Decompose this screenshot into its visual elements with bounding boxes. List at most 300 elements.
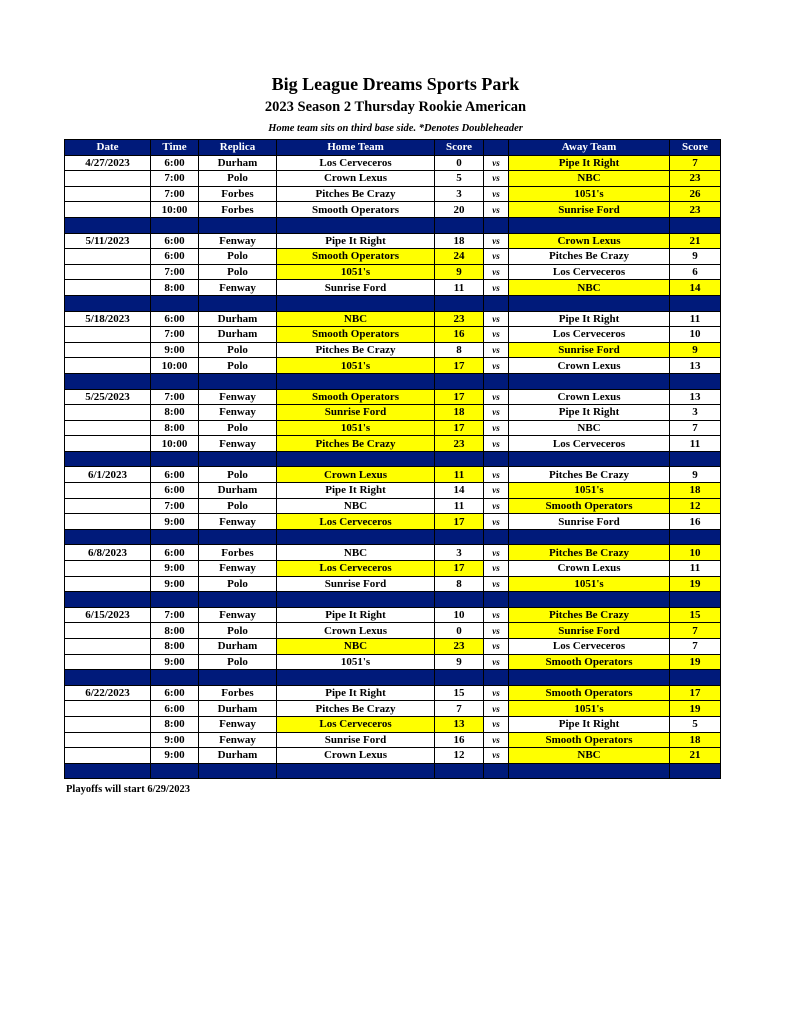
game-time: 8:00	[151, 716, 199, 732]
game-field: Durham	[199, 327, 277, 343]
game-row	[65, 498, 721, 514]
away-score: 19	[670, 701, 721, 717]
game-row	[65, 420, 721, 436]
away-score: 7	[670, 420, 721, 436]
away-score: 11	[670, 311, 721, 327]
game-date: 5/18/2023	[65, 311, 151, 327]
home-team: Pipe It Right	[277, 607, 435, 623]
home-score: 8	[435, 576, 484, 592]
separator-cell	[277, 373, 435, 389]
away-team: Crown Lexus	[509, 358, 670, 374]
home-score: 13	[435, 716, 484, 732]
away-team: Pitches Be Crazy	[509, 545, 670, 561]
separator-cell	[484, 295, 509, 311]
away-team: Crown Lexus	[509, 233, 670, 249]
week-separator	[65, 670, 721, 686]
game-date	[65, 358, 151, 374]
home-team: Crown Lexus	[277, 171, 435, 187]
home-score: 11	[435, 280, 484, 296]
home-team: Pitches Be Crazy	[277, 701, 435, 717]
away-score: 12	[670, 498, 721, 514]
vs-label: vs	[484, 514, 509, 530]
game-row	[65, 654, 721, 670]
game-date	[65, 280, 151, 296]
game-time: 10:00	[151, 202, 199, 218]
home-team: Crown Lexus	[277, 748, 435, 764]
home-score: 0	[435, 155, 484, 171]
away-team: Smooth Operators	[509, 498, 670, 514]
week-separator	[65, 217, 721, 233]
away-score: 9	[670, 249, 721, 265]
game-time: 9:00	[151, 732, 199, 748]
game-field: Durham	[199, 701, 277, 717]
game-field: Polo	[199, 420, 277, 436]
game-row	[65, 607, 721, 623]
separator-cell	[484, 763, 509, 779]
away-team: Pitches Be Crazy	[509, 467, 670, 483]
away-score: 7	[670, 639, 721, 655]
game-time: 6:00	[151, 467, 199, 483]
separator-cell	[435, 763, 484, 779]
home-team: Los Cerveceros	[277, 561, 435, 577]
separator-cell	[65, 763, 151, 779]
home-team: Smooth Operators	[277, 327, 435, 343]
away-team: NBC	[509, 748, 670, 764]
away-score: 10	[670, 545, 721, 561]
column-header: Home Team	[277, 140, 435, 156]
game-field: Fenway	[199, 389, 277, 405]
week-separator	[65, 373, 721, 389]
home-team: Pipe It Right	[277, 685, 435, 701]
game-field: Durham	[199, 483, 277, 499]
column-header: Time	[151, 140, 199, 156]
away-score: 26	[670, 186, 721, 202]
column-header: Replica	[199, 140, 277, 156]
separator-cell	[277, 217, 435, 233]
game-time: 7:00	[151, 327, 199, 343]
vs-label: vs	[484, 654, 509, 670]
game-time: 8:00	[151, 623, 199, 639]
home-team: Sunrise Ford	[277, 405, 435, 421]
column-header: Away Team	[509, 140, 670, 156]
game-time: 7:00	[151, 186, 199, 202]
away-score: 21	[670, 748, 721, 764]
vs-label: vs	[484, 264, 509, 280]
separator-cell	[151, 529, 199, 545]
separator-cell	[509, 592, 670, 608]
away-team: NBC	[509, 280, 670, 296]
away-team: Pipe It Right	[509, 155, 670, 171]
game-field: Forbes	[199, 685, 277, 701]
home-team: Pipe It Right	[277, 483, 435, 499]
home-score: 23	[435, 639, 484, 655]
away-score: 17	[670, 685, 721, 701]
separator-cell	[65, 592, 151, 608]
separator-cell	[151, 451, 199, 467]
home-team: 1051's	[277, 654, 435, 670]
home-team: Pitches Be Crazy	[277, 342, 435, 358]
separator-cell	[484, 529, 509, 545]
game-date	[65, 420, 151, 436]
separator-cell	[509, 373, 670, 389]
game-field: Fenway	[199, 436, 277, 452]
home-score: 3	[435, 545, 484, 561]
game-field: Forbes	[199, 545, 277, 561]
separator-cell	[509, 763, 670, 779]
game-row	[65, 561, 721, 577]
away-score: 7	[670, 623, 721, 639]
vs-label: vs	[484, 483, 509, 499]
game-date	[65, 514, 151, 530]
home-team: NBC	[277, 545, 435, 561]
separator-cell	[670, 763, 721, 779]
separator-cell	[670, 529, 721, 545]
game-row	[65, 467, 721, 483]
vs-label: vs	[484, 576, 509, 592]
game-field: Polo	[199, 249, 277, 265]
away-team: Los Cerveceros	[509, 639, 670, 655]
vs-label: vs	[484, 155, 509, 171]
game-field: Fenway	[199, 514, 277, 530]
vs-label: vs	[484, 327, 509, 343]
game-time: 9:00	[151, 748, 199, 764]
away-team: Smooth Operators	[509, 732, 670, 748]
vs-label: vs	[484, 436, 509, 452]
separator-cell	[199, 295, 277, 311]
home-score: 15	[435, 685, 484, 701]
game-row	[65, 233, 721, 249]
game-date	[65, 249, 151, 265]
game-date: 5/11/2023	[65, 233, 151, 249]
game-date	[65, 654, 151, 670]
separator-cell	[65, 529, 151, 545]
vs-label: vs	[484, 358, 509, 374]
away-score: 6	[670, 264, 721, 280]
away-score: 13	[670, 389, 721, 405]
home-team: Los Cerveceros	[277, 514, 435, 530]
away-team: Los Cerveceros	[509, 327, 670, 343]
vs-label: vs	[484, 467, 509, 483]
separator-cell	[151, 295, 199, 311]
vs-label: vs	[484, 311, 509, 327]
game-date	[65, 576, 151, 592]
home-team: NBC	[277, 498, 435, 514]
away-team: NBC	[509, 171, 670, 187]
away-score: 9	[670, 342, 721, 358]
home-score: 11	[435, 498, 484, 514]
game-field: Polo	[199, 171, 277, 187]
game-row	[65, 639, 721, 655]
separator-cell	[509, 217, 670, 233]
game-time: 9:00	[151, 342, 199, 358]
separator-cell	[509, 529, 670, 545]
game-time: 6:00	[151, 545, 199, 561]
game-field: Fenway	[199, 280, 277, 296]
game-date: 6/22/2023	[65, 685, 151, 701]
separator-cell	[199, 529, 277, 545]
vs-label: vs	[484, 545, 509, 561]
game-row	[65, 249, 721, 265]
away-team: Pipe It Right	[509, 311, 670, 327]
away-score: 11	[670, 561, 721, 577]
away-team: Pipe It Right	[509, 405, 670, 421]
game-row	[65, 311, 721, 327]
game-date: 5/25/2023	[65, 389, 151, 405]
game-row	[65, 483, 721, 499]
away-score: 3	[670, 405, 721, 421]
game-field: Fenway	[199, 233, 277, 249]
home-team: Crown Lexus	[277, 467, 435, 483]
game-time: 6:00	[151, 233, 199, 249]
game-time: 9:00	[151, 514, 199, 530]
home-score: 18	[435, 405, 484, 421]
away-score: 23	[670, 202, 721, 218]
separator-cell	[277, 451, 435, 467]
game-date	[65, 202, 151, 218]
game-row	[65, 155, 721, 171]
away-team: NBC	[509, 420, 670, 436]
game-field: Polo	[199, 576, 277, 592]
separator-cell	[277, 592, 435, 608]
column-header: Score	[435, 140, 484, 156]
game-row	[65, 701, 721, 717]
home-team: Pitches Be Crazy	[277, 186, 435, 202]
game-date	[65, 327, 151, 343]
vs-label: vs	[484, 280, 509, 296]
separator-cell	[199, 592, 277, 608]
game-field: Polo	[199, 358, 277, 374]
separator-cell	[435, 217, 484, 233]
separator-cell	[484, 373, 509, 389]
separator-cell	[670, 451, 721, 467]
away-score: 19	[670, 654, 721, 670]
home-score: 17	[435, 420, 484, 436]
game-date	[65, 342, 151, 358]
away-team: 1051's	[509, 483, 670, 499]
game-time: 6:00	[151, 685, 199, 701]
home-score: 5	[435, 171, 484, 187]
vs-label: vs	[484, 249, 509, 265]
game-field: Polo	[199, 623, 277, 639]
game-time: 7:00	[151, 264, 199, 280]
game-row	[65, 732, 721, 748]
game-row	[65, 576, 721, 592]
separator-cell	[670, 217, 721, 233]
game-field: Forbes	[199, 202, 277, 218]
game-time: 7:00	[151, 498, 199, 514]
game-date	[65, 561, 151, 577]
separator-cell	[670, 295, 721, 311]
home-score: 9	[435, 264, 484, 280]
game-row	[65, 545, 721, 561]
game-date	[65, 639, 151, 655]
game-field: Durham	[199, 155, 277, 171]
game-time: 7:00	[151, 171, 199, 187]
game-row	[65, 514, 721, 530]
away-team: Smooth Operators	[509, 685, 670, 701]
vs-label: vs	[484, 623, 509, 639]
vs-label: vs	[484, 233, 509, 249]
game-time: 8:00	[151, 420, 199, 436]
vs-label: vs	[484, 171, 509, 187]
game-field: Durham	[199, 748, 277, 764]
away-team: Pipe It Right	[509, 716, 670, 732]
game-time: 6:00	[151, 483, 199, 499]
away-score: 18	[670, 483, 721, 499]
away-team: Sunrise Ford	[509, 342, 670, 358]
game-field: Polo	[199, 467, 277, 483]
game-date	[65, 436, 151, 452]
separator-cell	[151, 592, 199, 608]
home-score: 17	[435, 389, 484, 405]
vs-label: vs	[484, 701, 509, 717]
vs-label: vs	[484, 685, 509, 701]
game-field: Polo	[199, 654, 277, 670]
game-field: Fenway	[199, 561, 277, 577]
away-score: 18	[670, 732, 721, 748]
game-row	[65, 389, 721, 405]
home-score: 16	[435, 327, 484, 343]
home-score: 18	[435, 233, 484, 249]
game-row	[65, 342, 721, 358]
home-score: 12	[435, 748, 484, 764]
game-time: 10:00	[151, 436, 199, 452]
separator-cell	[435, 670, 484, 686]
away-score: 5	[670, 716, 721, 732]
away-team: Sunrise Ford	[509, 623, 670, 639]
separator-cell	[277, 295, 435, 311]
home-score: 23	[435, 436, 484, 452]
separator-cell	[199, 763, 277, 779]
schedule-table	[64, 139, 721, 779]
vs-label: vs	[484, 389, 509, 405]
game-date	[65, 748, 151, 764]
away-score: 15	[670, 607, 721, 623]
game-row	[65, 436, 721, 452]
schedule-note: Home team sits on third base side. *Denotes Doubleheader	[268, 123, 523, 134]
game-time: 6:00	[151, 155, 199, 171]
separator-cell	[65, 670, 151, 686]
game-date: 4/27/2023	[65, 155, 151, 171]
playoffs-note: Playoffs will start 6/29/2023	[66, 784, 190, 795]
game-date	[65, 716, 151, 732]
home-score: 17	[435, 514, 484, 530]
separator-cell	[151, 373, 199, 389]
game-field: Fenway	[199, 607, 277, 623]
home-score: 7	[435, 701, 484, 717]
game-time: 8:00	[151, 639, 199, 655]
separator-cell	[670, 373, 721, 389]
game-date	[65, 405, 151, 421]
separator-cell	[435, 373, 484, 389]
vs-label: vs	[484, 748, 509, 764]
game-time: 9:00	[151, 561, 199, 577]
week-separator	[65, 529, 721, 545]
separator-cell	[65, 217, 151, 233]
week-separator	[65, 592, 721, 608]
separator-cell	[151, 670, 199, 686]
game-field: Polo	[199, 342, 277, 358]
game-date: 6/1/2023	[65, 467, 151, 483]
game-row	[65, 748, 721, 764]
separator-cell	[670, 592, 721, 608]
home-team: Smooth Operators	[277, 249, 435, 265]
separator-cell	[199, 670, 277, 686]
home-score: 23	[435, 311, 484, 327]
away-team: Sunrise Ford	[509, 514, 670, 530]
away-score: 14	[670, 280, 721, 296]
home-team: 1051's	[277, 358, 435, 374]
game-field: Polo	[199, 264, 277, 280]
home-team: Pitches Be Crazy	[277, 436, 435, 452]
separator-cell	[484, 451, 509, 467]
game-time: 6:00	[151, 249, 199, 265]
game-row	[65, 327, 721, 343]
vs-label: vs	[484, 342, 509, 358]
vs-label: vs	[484, 607, 509, 623]
game-field: Fenway	[199, 732, 277, 748]
home-team: Crown Lexus	[277, 623, 435, 639]
game-date	[65, 186, 151, 202]
game-time: 9:00	[151, 654, 199, 670]
separator-cell	[199, 373, 277, 389]
away-team: 1051's	[509, 701, 670, 717]
away-score: 23	[670, 171, 721, 187]
game-time: 8:00	[151, 280, 199, 296]
vs-label: vs	[484, 732, 509, 748]
away-team: 1051's	[509, 576, 670, 592]
away-team: Los Cerveceros	[509, 264, 670, 280]
game-date	[65, 701, 151, 717]
away-team: Crown Lexus	[509, 389, 670, 405]
separator-cell	[435, 529, 484, 545]
separator-cell	[65, 295, 151, 311]
vs-label: vs	[484, 498, 509, 514]
game-row	[65, 186, 721, 202]
home-team: Pipe It Right	[277, 233, 435, 249]
vs-label: vs	[484, 716, 509, 732]
game-time: 8:00	[151, 405, 199, 421]
separator-cell	[670, 670, 721, 686]
game-row	[65, 716, 721, 732]
separator-cell	[509, 451, 670, 467]
separator-cell	[484, 670, 509, 686]
game-date	[65, 171, 151, 187]
game-row	[65, 280, 721, 296]
separator-cell	[151, 217, 199, 233]
game-date: 6/15/2023	[65, 607, 151, 623]
game-time: 7:00	[151, 389, 199, 405]
separator-cell	[65, 451, 151, 467]
vs-label: vs	[484, 639, 509, 655]
game-row	[65, 264, 721, 280]
game-field: Durham	[199, 311, 277, 327]
away-score: 13	[670, 358, 721, 374]
game-field: Fenway	[199, 716, 277, 732]
home-score: 14	[435, 483, 484, 499]
away-team: 1051's	[509, 186, 670, 202]
home-score: 17	[435, 561, 484, 577]
away-score: 11	[670, 436, 721, 452]
home-score: 0	[435, 623, 484, 639]
vs-label: vs	[484, 202, 509, 218]
game-date	[65, 264, 151, 280]
game-row	[65, 623, 721, 639]
away-team: Sunrise Ford	[509, 202, 670, 218]
separator-cell	[509, 670, 670, 686]
week-separator	[65, 763, 721, 779]
week-separator	[65, 451, 721, 467]
